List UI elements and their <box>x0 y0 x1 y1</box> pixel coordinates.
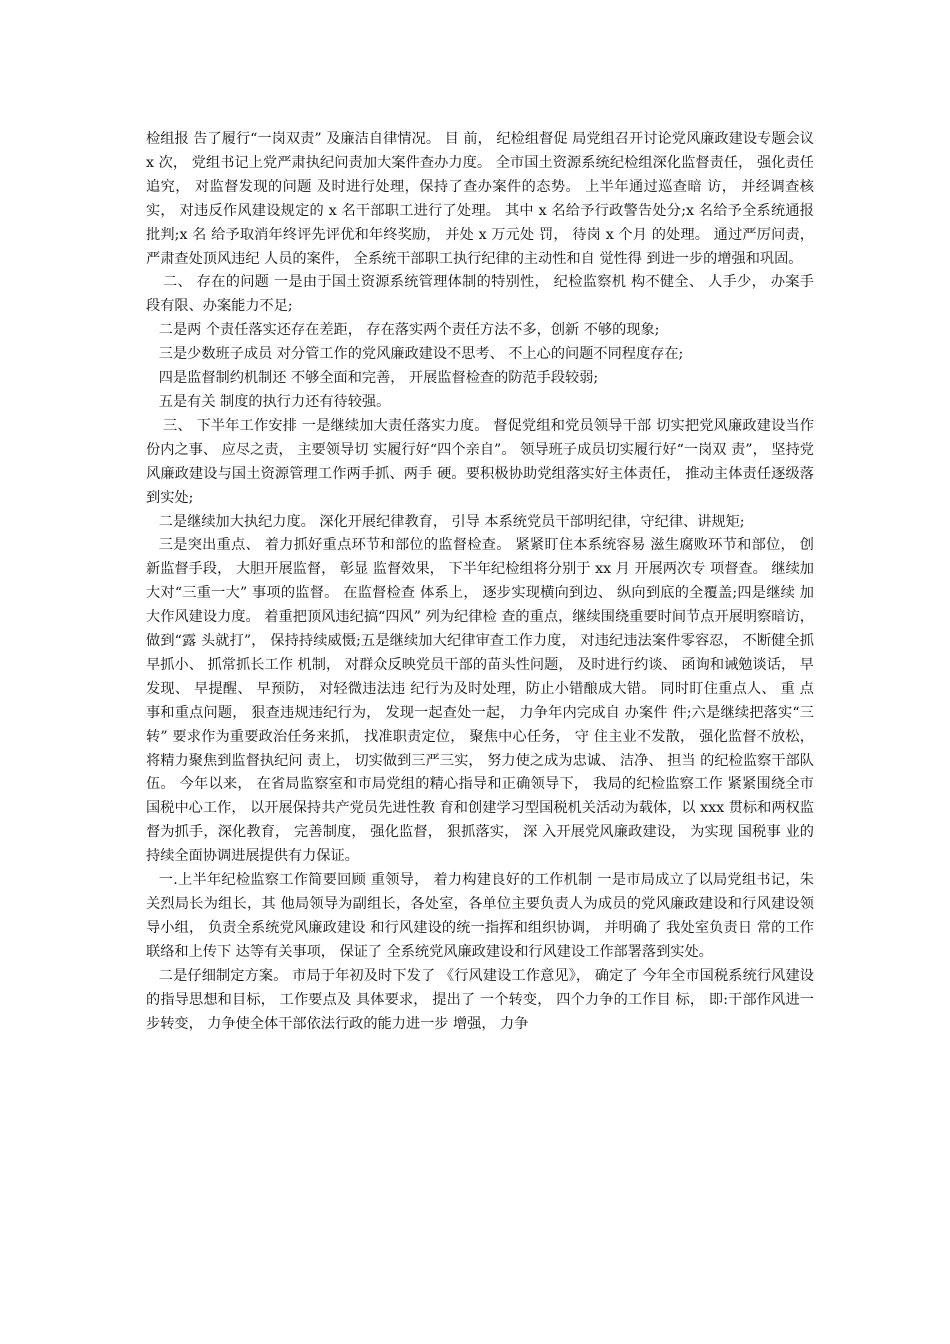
paragraph-7: 三、 下半年工作安排 一是继续加大责任落实力度。 督促党组和党员领导干部 切实把党风廉政建设当作份内之事、 应尽之责， 主要领导切 实履行好“四个亲自”。 领导班子成员切实履行好“一岗双 责”， 坚持党风廉政建设与国土资源管理工作两手抓、两手 硬。要积极协助党组落实好主体责任， 推动主体责任逐级落 到实处; <box>146 417 814 506</box>
paragraph-9: 三是突出重点、 着力抓好重点环节和部位的监督检查。 紧紧盯住本系统容易 滋生腐败环节和部位， 创新监督手段， 大胆开展监督， 彰显 监督效果， 下半年纪检组将分别于 xx 月 开展两次专 项督查。 继续加大对“三重一大” 事项的监督。 在监督检查 体系上， 逐步实现横向到边、 纵向到底的全覆盖;四是继续 加大作风建设力度。 着重把顶风违纪搞“四风” 列为纪律检 查的重点，继续围绕重要时间节点开展明察暗访，做到“露 头就打”， 保持持续威慑;五是继续加大纪律审查工作力度， 对违纪违法案件零容忍， 不断健全抓早抓小、 抓常抓长工作 机制， 对群众反映党员干部的苗头性问题， 及时进行约谈、 函询和诫勉谈话， 早发现、 早提醒、 早预防， 对轻微违法违 纪行为及时处理，防止小错酿成大错。 同时盯住重点人、 重 点事和重点问题， 狠查违规违纪行为， 发现一起查处一起， 力争年内完成自 办案件 件;六是继续把落实“三转” 要求作为重要政治任务来抓， 找准职责定位， 聚焦中心任务， 守 住主业不发散， 强化监督不放松， 将精力聚焦到监督执纪问 责上， 切实做到三严三实， 努力使之成为忠诚、 洁净、 担当 的纪检监察干部队伍。 今年以来， 在省局监察室和市局党组的精心指导和正确领导下， 我局的纪检监察工作 紧紧围绕全市国税中心工作， 以开展保持共产党员先进性教 育和创建学习型国税机关活动为载体，以 xxx 贯标和两权监 督为抓手，深化教育， 完善制度， 强化监督， 狠抓落实， 深 入开展党风廉政建设， 为实现 国税事 业的持续全面协调进展提供有力保证。 <box>146 537 814 865</box>
paragraph-11: 二是仔细制定方案。 市局于年初及时下发了 《行风建设工作意见》， 确定了 今年全市国税系统行风建设的指导思想和目标， 工作要点及 具体要求， 提出了 一个转变， 四个力争的工作目 标， 即:干部作风进一步转变， 力争使全体干部依法行政的能力进一步 增强， 力争 <box>146 967 814 1032</box>
paragraph-6: 五是有关 制度的执行力还有待较强。 <box>158 393 391 410</box>
document-body <box>146 128 814 1036</box>
paragraph-3: 二是两 个责任落实还存在差距， 存在落实两个责任方法不多，创新 不够的现象; <box>158 322 660 339</box>
paragraph-1: 检组报 告了履行“一岗双责” 及廉洁自律情况。 目 前， 纪检组督促 局党组召开讨论党风廉政建设专题会议 x 次， 党组书记上党严肃执纪问责加大案件查办力度。 全市国土资源系统纪检组深化监督责任， 强化责任追究， 对监督发现的问题 及时进行处理，保持了查办案件的态势。 上半年通过巡查暗 访， 并经调查核实， 对违反作风建设规定的 x 名干部职工进行了处理。 其中 x 名给予行政警告处分;x 名给予全系统通报 批判;x 名 给予取消年终评先评优和年终奖励， 并处 x 万元处 罚， 待岗 x 个月 的处理。 通过严厉问责， 严肃查处顶风违纪 人员的案件， 全系统干部职工执行纪律的主动性和自 觉性得 到进一步的增强和巩固。 <box>146 131 814 267</box>
paragraph-8: 二是继续加大执纪力度。 深化开展纪律教育， 引导 本系统党员干部明纪律，守纪律、讲规矩; <box>158 513 745 530</box>
paragraph-4: 三是少数班子成员 对分管工作的党风廉政建设不思考、 不上心的问题不同程度存在; <box>158 346 684 363</box>
paragraph-10: 一.上半年纪检监察工作简要回顾 重领导， 着力构建良好的工作机制 一是市局成立了以局党组书记，朱关烈局长为组长，其 他局领导为副组长，各处室，各单位主要负责人为成员的党风廉政建设和行风建设领导小组， 负责全系统党风廉政建设 和行风建设的统一指挥和组织协调， 并明确了 我处室负责日 常的工作联络和上传下 达等有关事项， 保证了 全系统党风廉政建设和行风建设工作部署落到实处。 <box>146 872 814 960</box>
paragraph-5: 四是监督制约机制还 不够全面和完善， 开展监督检查的防范手段较弱; <box>158 370 599 387</box>
paragraph-2: 二、 存在的问题 一是由于国土资源系统管理体制的特别性， 纪检监察机 构不健全、 人手少， 办案手段有限、办案能力不足; <box>146 274 814 315</box>
